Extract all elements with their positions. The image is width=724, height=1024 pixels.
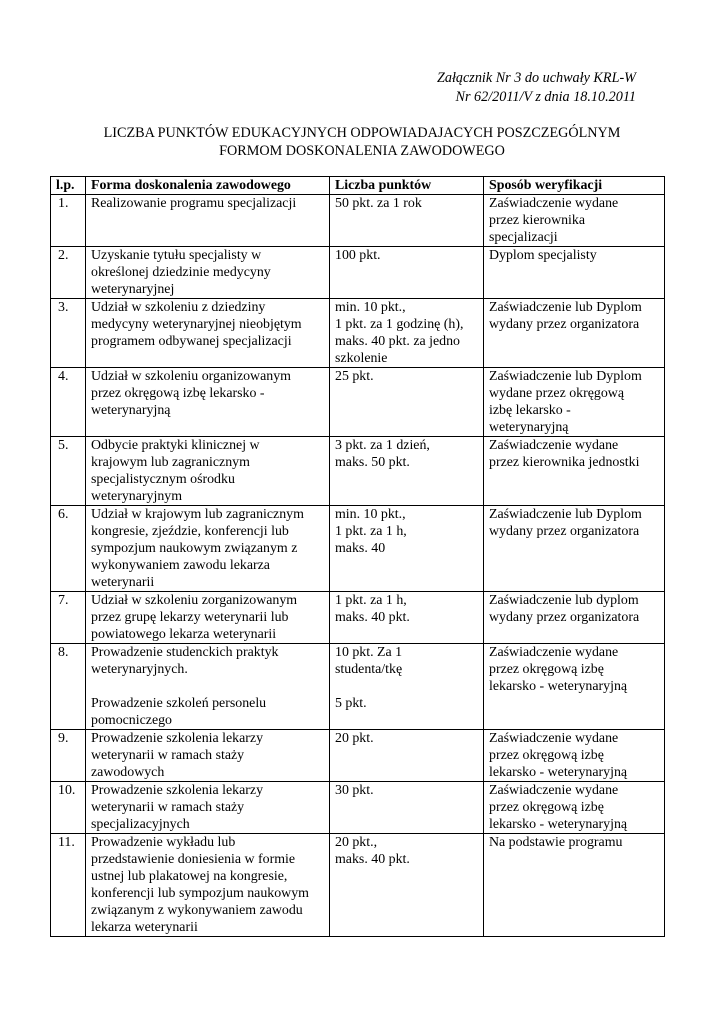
cell-form (86, 195, 330, 247)
cell-verification (484, 195, 665, 247)
cell-line: Realizowanie programu specjalizacji (91, 196, 297, 211)
cell-verification (484, 368, 665, 437)
cell-verification (484, 592, 665, 644)
cell-line: lekarza weterynarii (91, 920, 198, 935)
cell-form (86, 506, 330, 592)
cell-line: lekarsko - weterynaryjną (489, 765, 628, 780)
cell-form (86, 730, 330, 782)
cell-line: związanym z wykonywaniem zawodu (91, 903, 303, 918)
cell-line: maks. 50 pkt. (335, 455, 410, 470)
cell-line: 50 pkt. za 1 rok (335, 196, 422, 211)
table-row (51, 506, 665, 592)
table-row (51, 730, 665, 782)
table-row (51, 368, 665, 437)
cell-line: Odbycie praktyki klinicznej w (91, 438, 260, 453)
cell-line: wykonywaniem zawodu lekarza (91, 558, 270, 573)
cell-points (330, 506, 484, 592)
cell-line: maks. 40 pkt. za jedno (335, 334, 460, 349)
cell-line: wydane przez okręgową (489, 386, 624, 401)
cell-line: weterynarii w ramach staży (91, 800, 245, 815)
cell-points (330, 195, 484, 247)
cell-line: Prowadzenie szkoleń personelu (91, 696, 267, 711)
cell-line: 20 pkt. (335, 731, 374, 746)
cell-line: maks. 40 pkt. (335, 852, 410, 867)
cell-line: Zaświadczenie lub Dyplom (489, 507, 642, 522)
points-table (50, 176, 665, 937)
cell-line: weterynaryjną (489, 420, 569, 435)
cell-form (86, 782, 330, 834)
cell-line: medycyny weterynaryjnej nieobjętym (91, 317, 302, 332)
cell-gap (91, 678, 326, 695)
cell-line: Prowadzenie szkolenia lekarzy (91, 731, 264, 746)
cell-line: weterynarii (91, 575, 155, 590)
cell-line: Zaświadczenie wydane (489, 438, 619, 453)
cell-line: min. 10 pkt., (335, 507, 406, 522)
cell-line: 1 pkt. za 1 h, (335, 593, 407, 608)
cell-lp: 2. (51, 247, 86, 299)
title-line: FORMOM DOSKONALENIA ZAWODOWEGO (219, 143, 505, 159)
cell-line: Udział w szkoleniu z dziedziny (91, 300, 266, 315)
cell-lp: 6. (51, 506, 86, 592)
cell-points (330, 247, 484, 299)
cell-line: Zaświadczenie lub Dyplom (489, 369, 642, 384)
cell-lp: 4. (51, 368, 86, 437)
cell-line: Na podstawie programu (489, 835, 623, 850)
cell-line: lekarsko - weterynaryjną (489, 817, 628, 832)
cell-verification (484, 834, 665, 937)
cell-line: powiatowego lekarza weterynarii (91, 627, 277, 642)
cell-line: wydany przez organizatora (489, 610, 640, 625)
cell-line: studenta/tkę (335, 662, 403, 677)
cell-line: weterynaryjnych. (91, 662, 188, 677)
document-title (60, 124, 664, 160)
cell-line: maks. 40 pkt. (335, 610, 410, 625)
cell-line: Zaświadczenie wydane (489, 783, 619, 798)
cell-line: Udział w szkoleniu organizowanym (91, 369, 291, 384)
cell-verification (484, 437, 665, 506)
cell-lp: 3. (51, 299, 86, 368)
cell-lp: 8. (51, 644, 86, 730)
cell-line: konferencji lub sympozjum naukowym (91, 886, 309, 901)
cell-line: krajowym lub zagranicznym (91, 455, 250, 470)
cell-line: Udział w szkoleniu zorganizowanym (91, 593, 298, 608)
cell-line: Udział w krajowym lub zagranicznym (91, 507, 304, 522)
cell-gap (335, 678, 480, 695)
cell-line: 10 pkt. Za 1 (335, 645, 403, 660)
cell-line: 1 pkt. za 1 h, (335, 524, 407, 539)
cell-form (86, 834, 330, 937)
cell-line: Prowadzenie wykładu lub (91, 835, 236, 850)
cell-line: Zaświadczenie wydane (489, 196, 619, 211)
cell-line: przez kierownika jednostki (489, 455, 640, 470)
cell-line: przez okręgową izbę lekarsko - (91, 386, 265, 401)
cell-line: maks. 40 (335, 541, 386, 556)
cell-line: Zaświadczenie wydane (489, 645, 619, 660)
cell-form (86, 644, 330, 730)
cell-line: przez okręgową izbę (489, 662, 604, 677)
cell-line: szkolenie (335, 351, 388, 366)
table-body (51, 195, 665, 937)
cell-line: przez okręgową izbę (489, 800, 604, 815)
attachment-note (437, 69, 636, 107)
cell-line: kongresie, zjeździe, konferencji lub (91, 524, 289, 539)
table-row (51, 834, 665, 937)
header-points: Liczba punktów (330, 177, 484, 195)
cell-form (86, 368, 330, 437)
cell-line: sympozjum naukowym związanym z (91, 541, 298, 556)
cell-lp: 11. (51, 834, 86, 937)
cell-line: Prowadzenie studenckich praktyk (91, 645, 279, 660)
cell-line: ustnej lub plakatowej na kongresie, (91, 869, 288, 884)
cell-line: izbę lekarsko - (489, 403, 571, 418)
cell-verification (484, 506, 665, 592)
cell-line: Zaświadczenie lub Dyplom (489, 300, 642, 315)
cell-line: 3 pkt. za 1 dzień, (335, 438, 430, 453)
cell-line: 30 pkt. (335, 783, 374, 798)
table-row (51, 299, 665, 368)
cell-line: przez okręgową izbę (489, 748, 604, 763)
header-lp: l.p. (51, 177, 86, 195)
cell-line: pomocniczego (91, 713, 172, 728)
cell-line: zawodowych (91, 765, 165, 780)
cell-line: wydany przez organizatora (489, 317, 640, 332)
cell-line: Prowadzenie szkolenia lekarzy (91, 783, 264, 798)
cell-line: weterynaryjnej (91, 282, 175, 297)
cell-form (86, 299, 330, 368)
cell-verification (484, 782, 665, 834)
cell-lp: 9. (51, 730, 86, 782)
cell-line: lekarsko - weterynaryjną (489, 679, 628, 694)
cell-verification (484, 299, 665, 368)
cell-form (86, 247, 330, 299)
cell-points (330, 834, 484, 937)
cell-lp: 10. (51, 782, 86, 834)
cell-line: Zaświadczenie lub dyplom (489, 593, 639, 608)
table-row (51, 644, 665, 730)
cell-line: Dyplom specjalisty (489, 248, 597, 263)
cell-line: programem odbywanej specjalizacji (91, 334, 292, 349)
cell-form (86, 437, 330, 506)
table-row (51, 592, 665, 644)
cell-line: 5 pkt. (335, 696, 367, 711)
cell-points (330, 299, 484, 368)
table-row (51, 195, 665, 247)
cell-line: specjalizacji (489, 230, 558, 245)
cell-verification (484, 247, 665, 299)
cell-lp: 7. (51, 592, 86, 644)
cell-line: 1 pkt. za 1 godzinę (h), (335, 317, 464, 332)
cell-line: weterynaryjną (91, 403, 171, 418)
table-header-row (51, 177, 665, 195)
cell-line: przez grupę lekarzy weterynarii lub (91, 610, 289, 625)
cell-points (330, 592, 484, 644)
cell-line: weterynarii w ramach staży (91, 748, 245, 763)
cell-verification (484, 730, 665, 782)
attachment-line: Załącznik Nr 3 do uchwały KRL-W (436, 70, 636, 86)
cell-line: specjalistycznym ośrodku (91, 472, 235, 487)
attachment-line: Nr 62/2011/V z dnia 18.10.2011 (455, 89, 636, 105)
cell-lp: 5. (51, 437, 86, 506)
table-row (51, 247, 665, 299)
table-row (51, 437, 665, 506)
cell-line: 25 pkt. (335, 369, 374, 384)
cell-points (330, 730, 484, 782)
title-line: LICZBA PUNKTÓW EDUKACYJNYCH ODPOWIADAJACYCH POSZCZEGÓLNYM (103, 125, 621, 141)
cell-lp: 1. (51, 195, 86, 247)
cell-verification (484, 644, 665, 730)
cell-line: przedstawienie doniesienia w formie (91, 852, 296, 867)
cell-line: weterynaryjnym (91, 489, 183, 504)
cell-line: wydany przez organizatora (489, 524, 640, 539)
cell-line: 20 pkt., (335, 835, 378, 850)
cell-line: specjalizacyjnych (91, 817, 190, 832)
cell-points (330, 437, 484, 506)
cell-line: min. 10 pkt., (335, 300, 406, 315)
table-row (51, 782, 665, 834)
cell-form (86, 592, 330, 644)
cell-points (330, 368, 484, 437)
cell-line: Zaświadczenie wydane (489, 731, 619, 746)
cell-points (330, 644, 484, 730)
cell-line: przez kierownika (489, 213, 586, 228)
header-form: Forma doskonalenia zawodowego (86, 177, 330, 195)
header-verification: Sposób weryfikacji (484, 177, 665, 195)
cell-line: 100 pkt. (335, 248, 381, 263)
cell-line: określonej dziedzinie medycyny (91, 265, 271, 280)
cell-line: Uzyskanie tytułu specjalisty w (91, 248, 262, 263)
cell-points (330, 782, 484, 834)
